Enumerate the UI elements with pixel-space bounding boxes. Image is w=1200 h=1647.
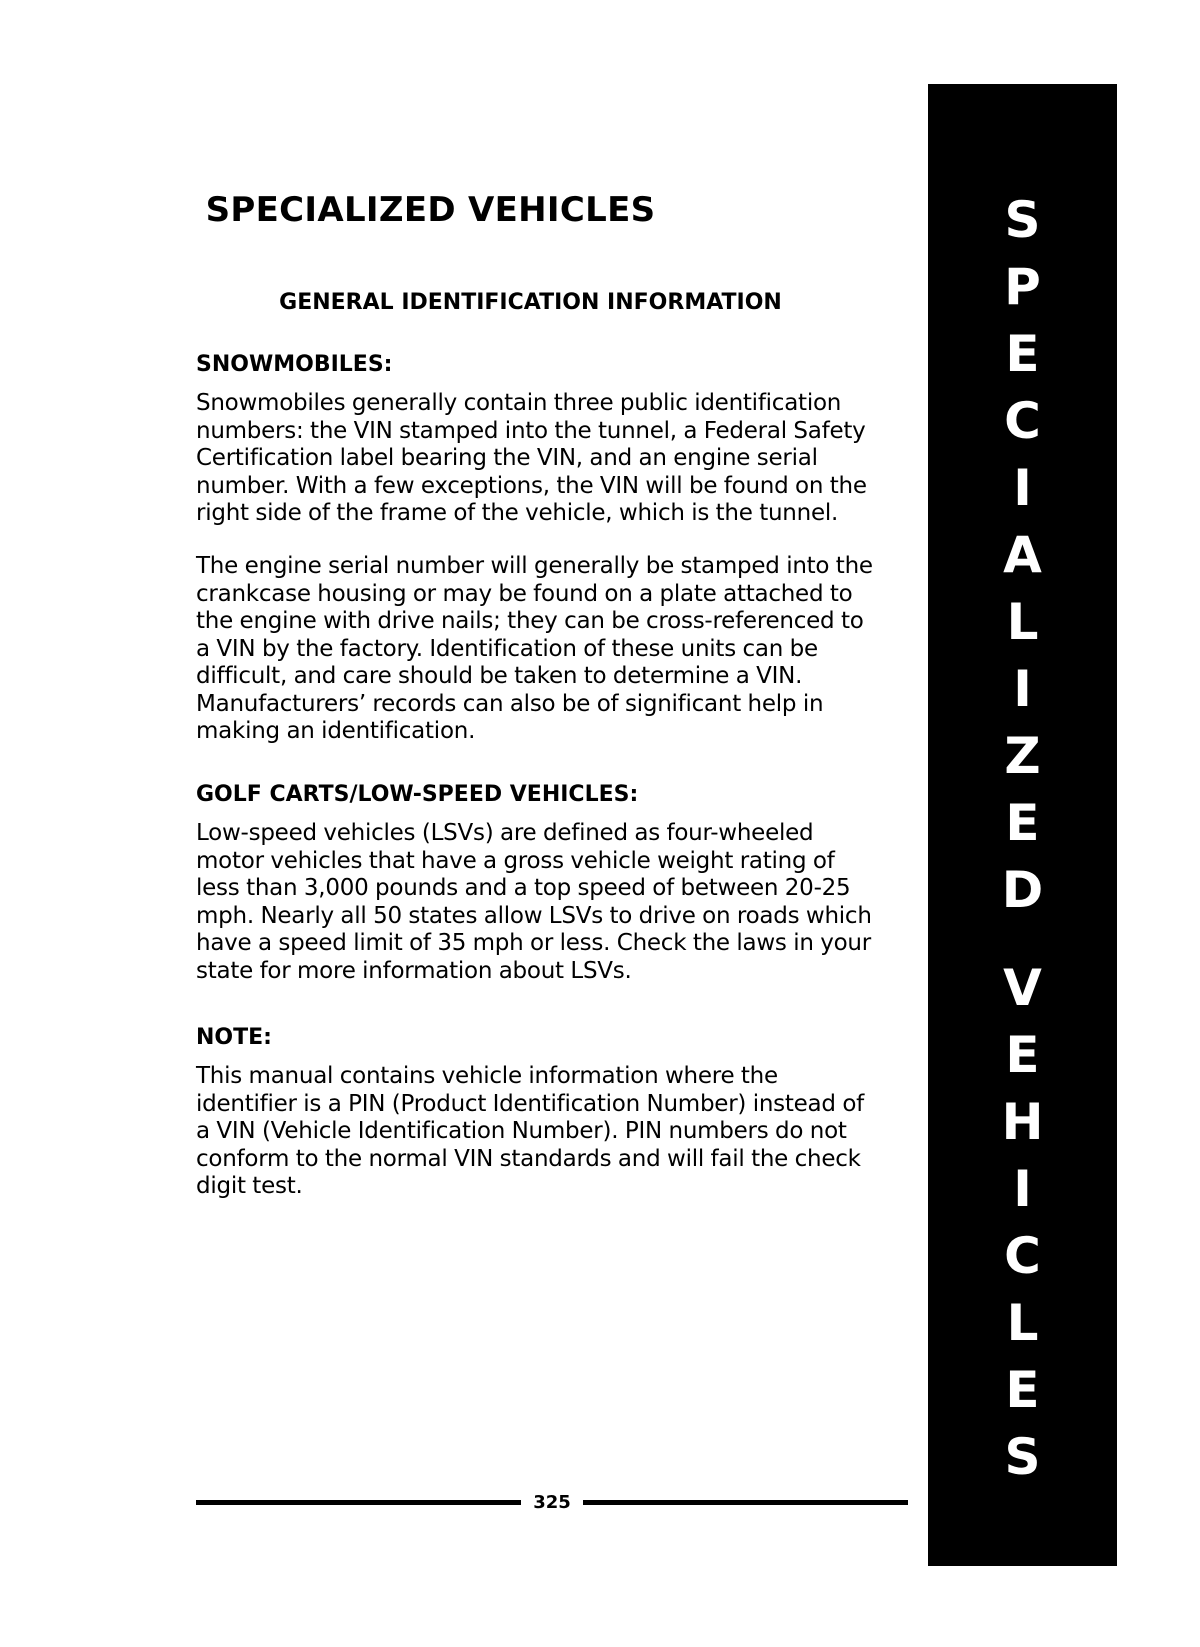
snowmobiles-heading: SNOWMOBILES:	[196, 352, 393, 377]
snowmobiles-paragraph-1: Snowmobiles generally contain three public identification numbers: the VIN stamped into the tunnel, a Federal Safety Certification label bearing the VIN, and an engine serial number. With a few exceptions, the VIN will be found on the right side of the frame of the vehicle, which is the tunnel.	[196, 390, 867, 526]
side-tab-letter: S	[1004, 191, 1041, 249]
golf-carts-heading: GOLF CARTS/LOW-SPEED VEHICLES:	[196, 782, 639, 807]
page-title: SPECIALIZED VEHICLES	[205, 190, 656, 230]
side-tab-letter: E	[1005, 325, 1040, 383]
side-tab-letter: C	[1004, 1227, 1041, 1285]
page-footer	[196, 1490, 908, 1514]
side-tab-letter: L	[1006, 1294, 1039, 1352]
side-tab-letter: E	[1005, 794, 1040, 852]
side-tab	[928, 84, 1117, 1566]
side-tab-letter: D	[1001, 861, 1044, 919]
side-tab-letter: I	[1013, 1160, 1032, 1218]
side-tab-letter: C	[1004, 392, 1041, 450]
footer-rule-left	[196, 1500, 521, 1505]
side-tab-letter: V	[1003, 959, 1042, 1017]
note-heading: NOTE:	[196, 1025, 272, 1050]
section-subtitle: GENERAL IDENTIFICATION INFORMATION	[279, 290, 782, 315]
golf-carts-paragraph: Low-speed vehicles (LSVs) are defined as four-wheeled motor vehicles that have a gross vehicle weight rating of less than 3,000 pounds and a top speed of between 20-25 mph. Nearly all 50 states allow LSVs to drive on roads which have a speed limit of 35 mph or less. Check the laws in your state for more information about LSVs.	[196, 820, 872, 984]
side-tab-letter: E	[1005, 1361, 1040, 1419]
side-tab-letter: I	[1013, 459, 1032, 517]
side-tab-letter: P	[1004, 258, 1041, 316]
side-tab-letter: S	[1004, 1428, 1041, 1486]
side-tab-letter: Z	[1004, 727, 1041, 785]
page-number: 325	[533, 1491, 571, 1513]
side-tab-letter: H	[1001, 1093, 1044, 1151]
snowmobiles-paragraph-2: The engine serial number will generally be stamped into the crankcase housing or may be found on a plate attached to the engine with drive nails; they can be cross-referenced to a VIN by the factory. Identification of these units can be difficult, and care should be taken to determine a VIN. Manufacturers’ records can also be of significant help in making an identification.	[196, 553, 873, 744]
note-paragraph: This manual contains vehicle information where the identifier is a PIN (Product Identification Number) instead of a VIN (Vehicle Identification Number). PIN numbers do not conform to the normal VIN standards and will fail the check digit test.	[196, 1063, 864, 1199]
footer-rule-right	[583, 1500, 908, 1505]
side-tab-letter: E	[1005, 1026, 1040, 1084]
side-tab-letter: L	[1006, 593, 1039, 651]
side-tab-letter: A	[1003, 526, 1042, 584]
side-tab-letter: I	[1013, 660, 1032, 718]
